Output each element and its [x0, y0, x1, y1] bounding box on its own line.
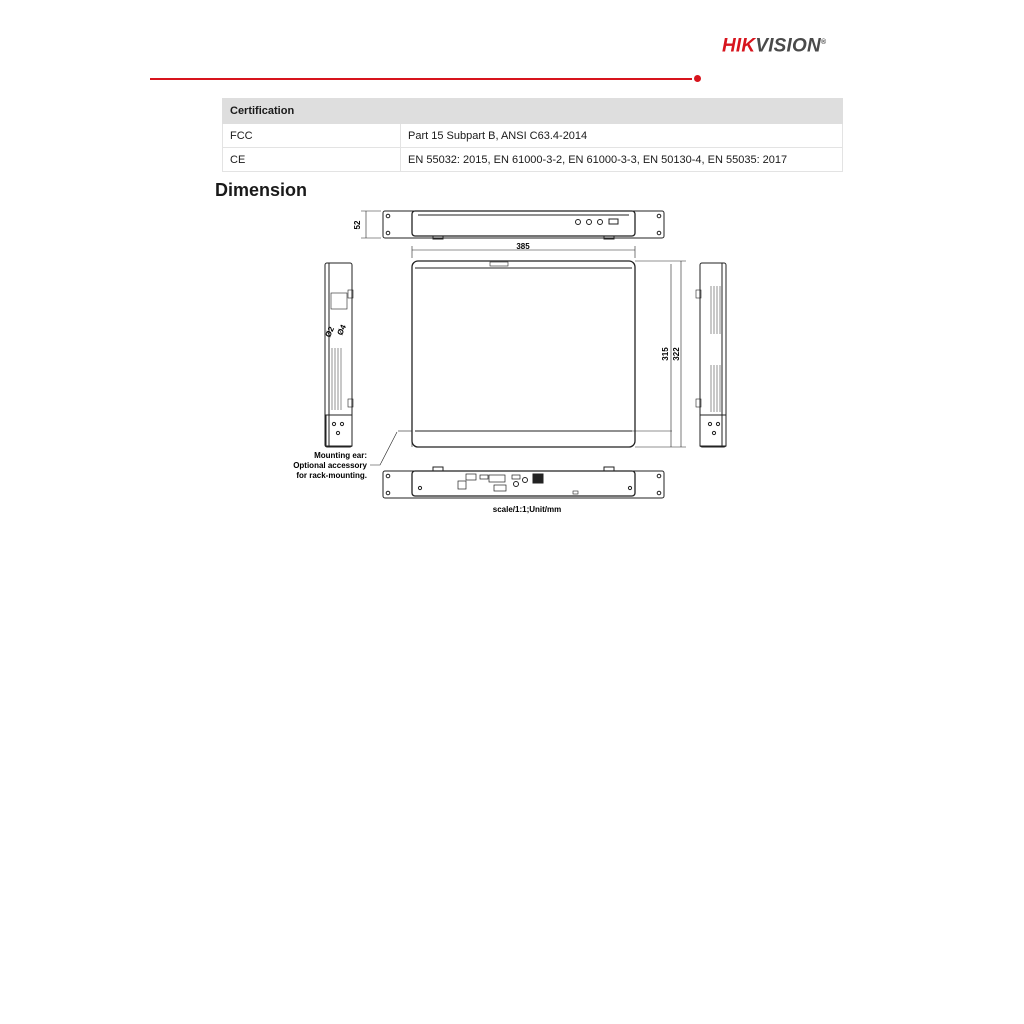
hole-label-large: Ø4: [335, 323, 349, 337]
left-side-view: [325, 263, 353, 447]
vent-grid-right: [711, 286, 720, 412]
dim-label-385: 385: [516, 242, 530, 251]
dim-label-315: 315: [661, 347, 670, 361]
cert-key-fcc: FCC: [223, 124, 401, 148]
mounting-ear-line-2: Optional accessory: [293, 461, 367, 470]
mounting-ear-line-3: for rack-mounting.: [296, 471, 367, 480]
dimension-title: Dimension: [215, 180, 308, 200]
rear-view: [383, 467, 664, 498]
cert-value-ce: EN 55032: 2015, EN 61000-3-2, EN 61000-3-3, EN 50130-4, EN 55035: 2017: [401, 148, 843, 172]
mounting-ear-label: Mounting ear:: [314, 451, 367, 460]
vent-grid-left: [332, 348, 341, 410]
hole-label-small: Ø2: [323, 325, 337, 339]
hikvision-logo: HIKVISION®: [722, 35, 827, 57]
cert-value-fcc: Part 15 Subpart B, ANSI C63.4-2014: [401, 124, 843, 148]
top-view: [412, 261, 635, 447]
right-side-view: [696, 263, 726, 447]
front-view: [383, 211, 664, 239]
certification-header: Certification: [223, 99, 843, 124]
dim-label-52: 52: [353, 220, 362, 230]
dim-label-322: 322: [672, 347, 681, 361]
scale-note: scale/1:1;Unit/mm: [492, 505, 562, 514]
cert-key-ce: CE: [223, 148, 401, 172]
